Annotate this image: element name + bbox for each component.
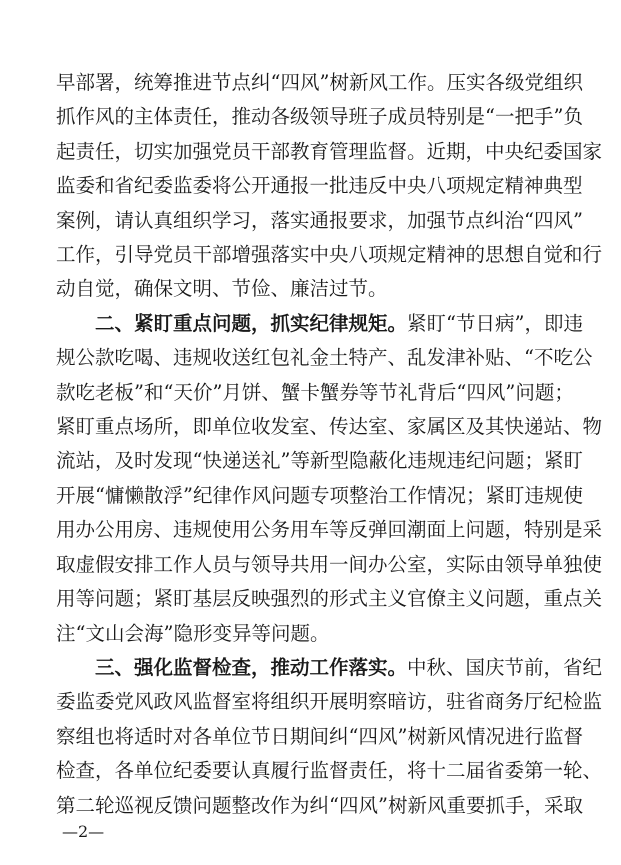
document-body	[56, 66, 603, 823]
text-line: 紧盯重点场所，即单位收发室、传达室、家属区及其快递站、物	[56, 415, 603, 439]
page-number: —2—	[62, 822, 105, 841]
section-three-first-line-text: 中秋、国庆节前，省纪	[407, 655, 603, 679]
text-line: 第二轮巡视反馈问题整改作为纠“四风”树新风重要抓手，采取	[56, 793, 583, 817]
text-line: 规公款吃喝、违规收送红包礼金土特产、乱发津补贴、“不吃公	[56, 346, 593, 370]
section-three	[56, 651, 603, 823]
text-line: 用办公用房、违规使用公务用车等反弹回潮面上问题，特别是采	[56, 518, 603, 542]
section-three-first-line	[56, 651, 603, 685]
text-line: 用等问题；紧盯基层反映强烈的形式主义官僚主义问题，重点关	[56, 587, 603, 611]
text-line: 起责任，切实加强党员干部教育管理监督。近期，中央纪委国家	[56, 139, 603, 163]
text-line: 案例，请认真组织学习，落实通报要求，加强节点纠治“四风”	[56, 208, 583, 232]
text-line: 监委和省纪委监委将公开通报一批违反中央八项规定精神典型	[56, 174, 583, 198]
section-two-first-line	[56, 307, 583, 341]
text-line: 早部署，统筹推进节点纠“四风”树新风工作。压实各级党组织	[56, 71, 583, 94]
text-line: 注“文山会海”隐形变异等问题。	[56, 621, 330, 645]
text-line: 动自觉，确保文明、节俭、廉洁过节。	[56, 277, 388, 301]
text-line: 察组也将适时对各单位节日期间纠“四风”树新风情况进行监督	[56, 724, 583, 748]
text-line: 取虚假安排工作人员与领导共用一间办公室，实际由领导单独使	[56, 552, 603, 576]
section-two-heading: 二、紧盯重点问题，抓实纪律规矩。	[95, 311, 408, 335]
section-three-heading: 三、强化监督检查，推动工作落实。	[95, 655, 408, 679]
text-line: 委监委党风政风监督室将组织开展明察暗访，驻省商务厅纪检监	[56, 690, 603, 714]
text-line: 工作，引导党员干部增强落实中央八项规定精神的思想自觉和行	[56, 243, 603, 267]
section-two-first-line-text: 紧盯“节日病”，即违	[407, 311, 583, 335]
text-line: 抓作风的主体责任，推动各级领导班子成员特别是“一把手”负	[56, 105, 583, 129]
text-line: 款吃老板”和“天价”月饼、蟹卡蟹券等节礼背后“四风”问题；	[56, 380, 574, 404]
text-line: 流站，及时发现“快递送礼”等新型隐蔽化违规违纪问题；紧盯	[56, 449, 583, 473]
text-line: 检查，各单位纪委要认真履行监督责任，将十二届省委第一轮、	[56, 759, 603, 783]
text-line: 开展“慵懒散浮”纪律作风问题专项整治工作情况；紧盯违规使	[56, 483, 583, 507]
paragraph-continuation	[56, 66, 603, 307]
section-two	[56, 307, 603, 651]
